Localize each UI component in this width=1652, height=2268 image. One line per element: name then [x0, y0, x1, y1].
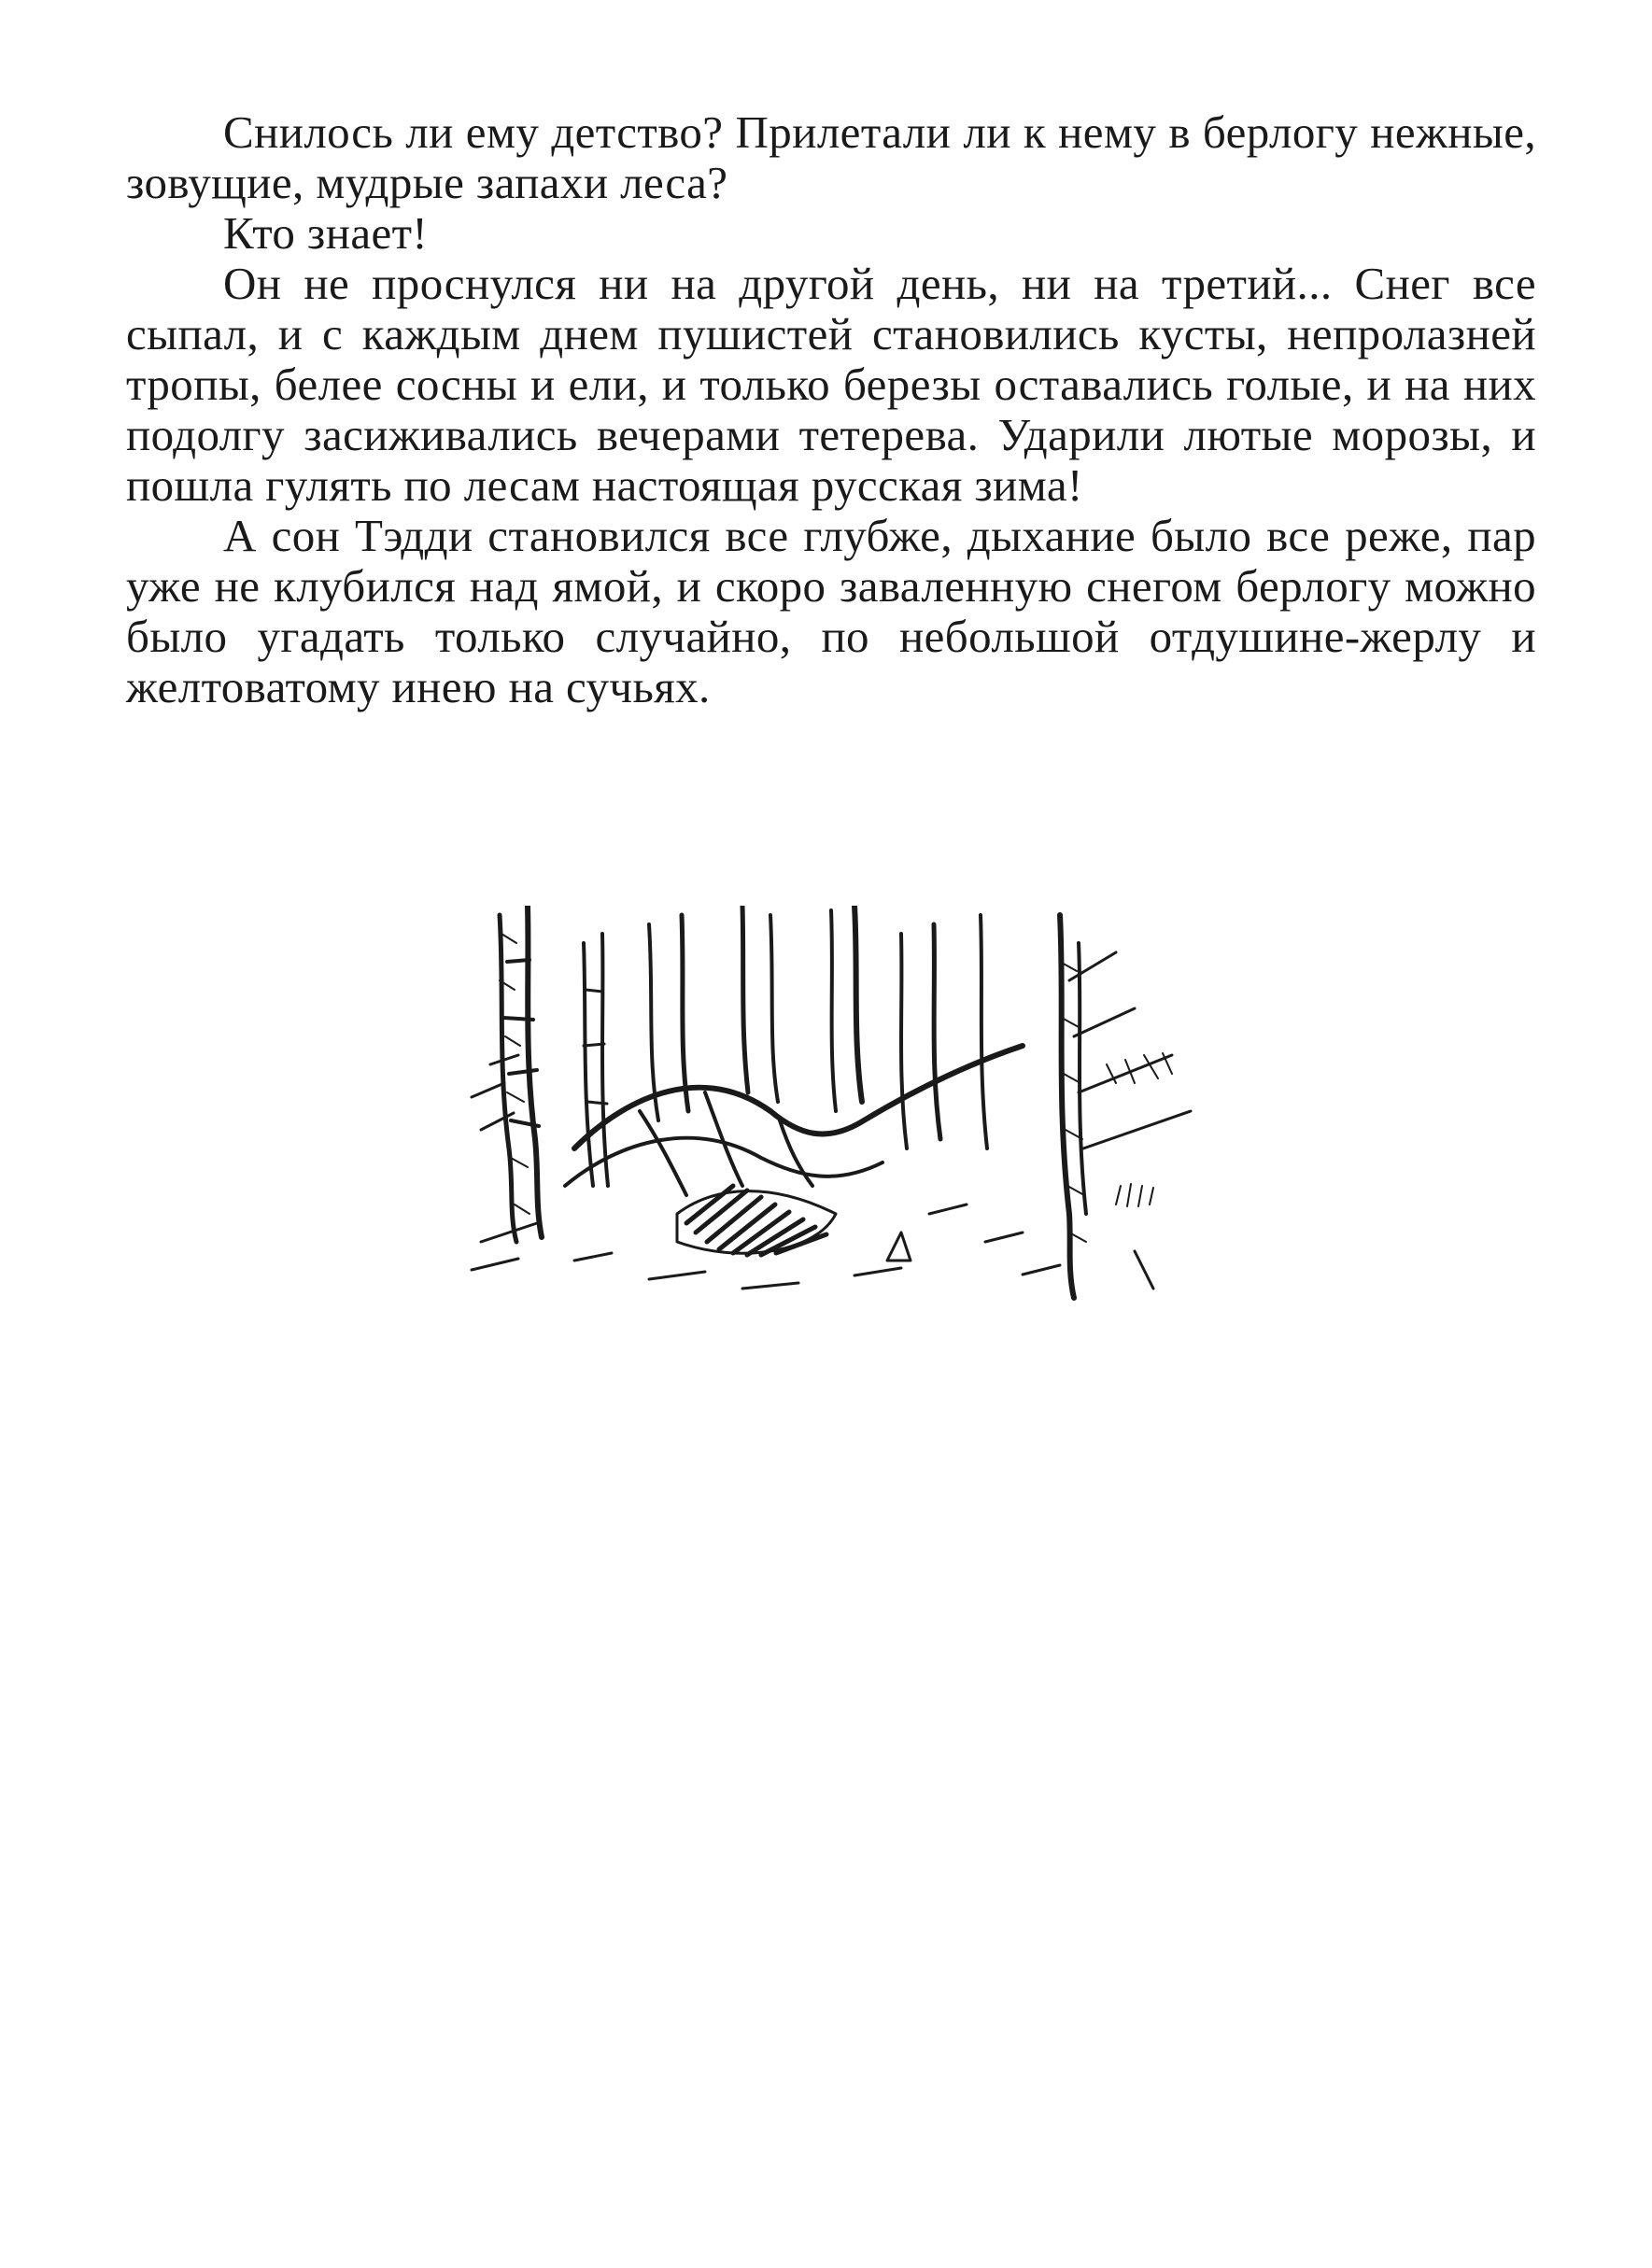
paragraph-3: Он не проснулся ни на другой день, ни на третий... Снег все сыпал, и с каждым днем пушистей становились кусты, непролазней тропы, белее сосны и ели, и только березы оставались голые, и на них подолгу засиживались вечерами тетерева. Ударили лютые морозы, и пошла гулять по лесам настоящая русская зима!	[126, 258, 1536, 511]
paragraph-2: Кто знает!	[223, 207, 429, 259]
forest-den-drawing	[462, 906, 1209, 1335]
forest-den-illustration	[462, 906, 1209, 1335]
paragraph-1: Снилось ли ему детство? Прилетали ли к нему в берлогу нежные, зовущие, мудрые запахи леса?	[126, 106, 1536, 208]
paragraph-4: А сон Тэдди становился все глубже, дыхание было все реже, пар уже не клубился над ямой, и скоро заваленную снегом берлогу можно было угадать только случайно, по небольшой отдушине-жерлу и желтоватому инею на сучьях.	[126, 510, 1536, 712]
body-text	[126, 107, 1536, 712]
